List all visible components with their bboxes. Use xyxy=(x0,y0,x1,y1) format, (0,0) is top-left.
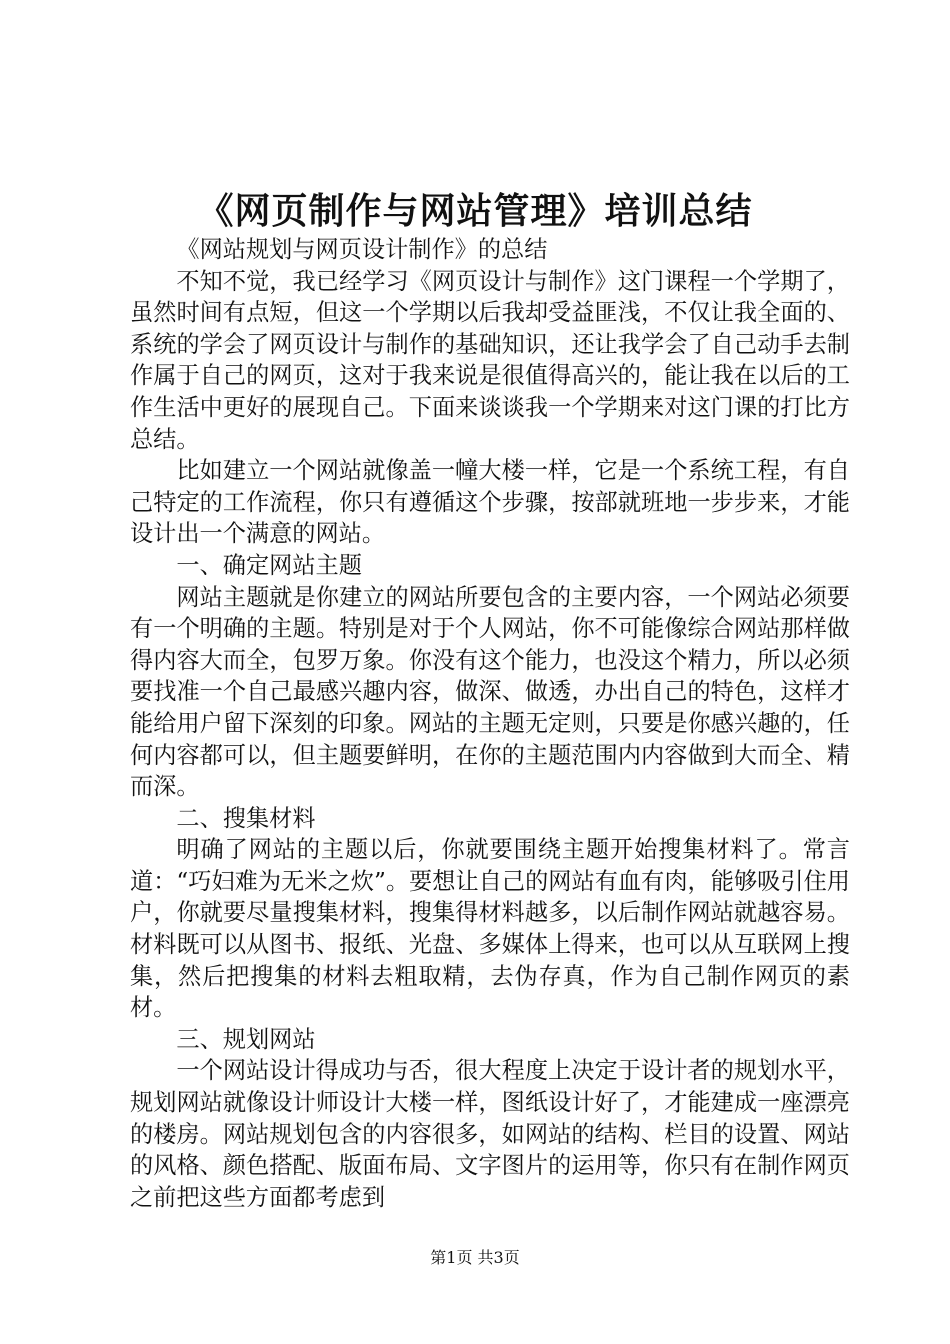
section-text-planning: 一个网站设计得成功与否，很大程度上决定于设计者的规划水平，规划网站就像设计师设计大楼一样，图纸设计好了，才能建成一座漂亮的楼房。网站规划包含的内容很多，如网站的结构、栏目的设置、网站的风格、颜色搭配、版面布局、文字图片的运用等，你只有在制作网页之前把这些方面都考虑到 xyxy=(130,1057,850,1211)
page-number-footer: 第1页 共3页 xyxy=(430,1248,520,1267)
section-heading-materials: 二、搜集材料 xyxy=(176,804,316,832)
paragraph-analogy: 比如建立一个网站就像盖一幢大楼一样，它是一个系统工程，有自己特定的工作流程，你只有遵循这个步骤，按部就班地一步步来，才能设计出一个满意的网站。 xyxy=(130,457,850,548)
section-heading-planning: 三、规划网站 xyxy=(176,1025,316,1053)
document-subtitle: 《网站规划与网页设计制作》的总结 xyxy=(176,236,548,263)
document-title: 《网页制作与网站管理》培训总结 xyxy=(197,190,753,232)
section-text-theme: 网站主题就是你建立的网站所要包含的主要内容，一个网站必须要有一个明确的主题。特别是对于个人网站，你不可能像综合网站那样做得内容大而全，包罗万象。你没有这个能力，也没这个精力，所以必须要找准一个自己最感兴趣内容，做深、做透，办出自己的特色，这样才能给用户留下深刻的印象。网站的主题无定则，只要是你感兴趣的，任何内容都可以，但主题要鲜明，在你的主题范围内内容做到大而全、精而深。 xyxy=(130,583,850,801)
section-text-materials: 明确了网站的主题以后，你就要围绕主题开始搜集材料了。常言道：“巧妇难为无米之炊”。要想让自己的网站有血有肉，能够吸引住用户，你就要尽量搜集材料，搜集得材料越多，以后制作网站就越容易。材料既可以从图书、报纸、光盘、多媒体上得来，也可以从互联网上搜集，然后把搜集的材料去粗取精，去伪存真，作为自己制作网页的素材。 xyxy=(130,836,850,1022)
section-heading-theme: 一、确定网站主题 xyxy=(176,551,362,579)
paragraph-intro: 不知不觉，我已经学习《网页设计与制作》这门课程一个学期了，虽然时间有点短，但这一个学期以后我却受益匪浅，不仅让我全面的、系统的学会了网页设计与制作的基础知识，还让我学会了自己动手去制作属于自己的网页，这对于我来说是很值得高兴的，能让我在以后的工作生活中更好的展现自己。下面来谈谈我一个学期来对这门课的打比方总结。 xyxy=(130,267,850,453)
document-body xyxy=(130,234,850,1213)
